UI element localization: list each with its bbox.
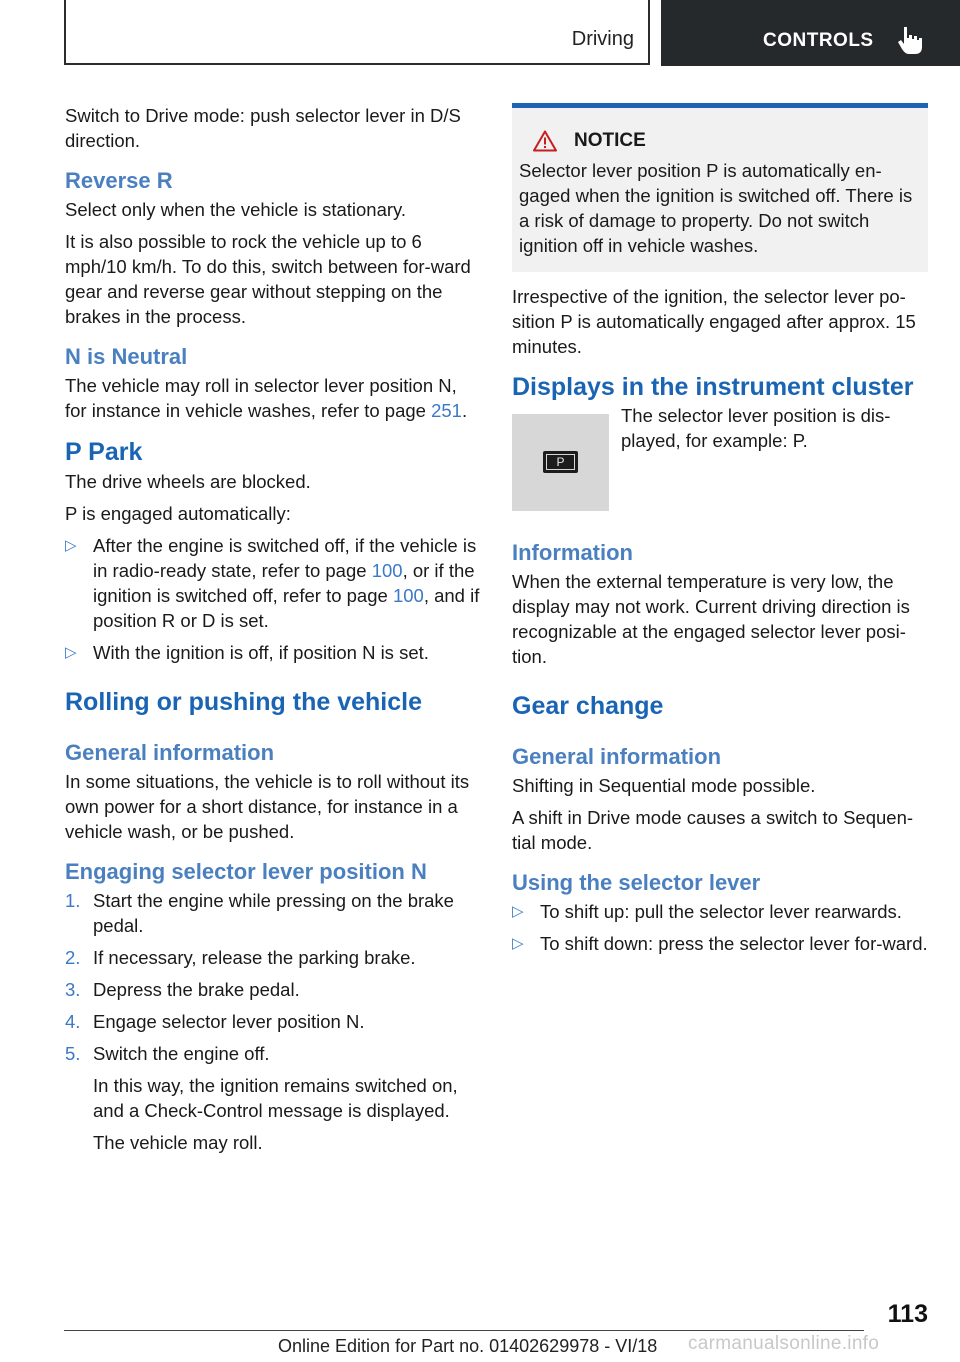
step5-extra-1: In this way, the ignition remains switched on, and a Check-Control message is displayed. [93, 1075, 458, 1121]
gear-bullet-1: To shift up: pull the selector lever rearwards. [540, 901, 902, 922]
bullet-triangle-icon: ▷ [512, 903, 524, 920]
step-text: If necessary, release the parking brake. [93, 947, 416, 968]
right-column [512, 103, 928, 956]
header-chapter-label: CONTROLS [763, 30, 874, 51]
bullet-triangle-icon: ▷ [512, 935, 524, 952]
list-item [65, 533, 480, 633]
notice-box [512, 103, 928, 272]
heading-gear-general: General information [512, 744, 722, 769]
header-bottom-rule [64, 63, 650, 65]
park-bullet-2: With the ignition is off, if position N is set. [93, 642, 429, 663]
notice-label: NOTICE [574, 130, 646, 151]
heading-neutral: N is Neutral [65, 344, 188, 369]
selector-display-image [512, 414, 609, 511]
page-link-100[interactable]: 100 [371, 560, 403, 581]
hand-pointer-icon [897, 25, 923, 55]
footer-rule [64, 1330, 864, 1331]
list-item [65, 945, 480, 970]
warning-triangle-icon [533, 130, 557, 152]
neutral-text-end: . [461, 400, 468, 421]
neutral-text: The vehicle may roll in selector lever position N, for instance in vehicle washes, refer to page [65, 375, 457, 421]
bullet-triangle-icon: ▷ [65, 644, 77, 661]
rolling-general-text: In some situations, the vehicle is to roll without its own power for a short distance, for instance in a vehicle wash, or be pushed. [65, 771, 470, 842]
display-example [512, 405, 928, 511]
gear-p2: A shift in Drive mode causes a switch to Sequen-tial mode. [512, 807, 914, 853]
step5-extra-2: The vehicle may roll. [93, 1132, 263, 1153]
gear-p1: Shifting in Sequential mode possible. [512, 775, 816, 796]
heading-rolling-general: General information [65, 740, 275, 765]
step-number: 3. [65, 979, 81, 1000]
page-number: 113 [887, 1300, 928, 1328]
footer-edition: Online Edition for Part no. 01402629978 - VI/18 [278, 1336, 658, 1356]
heading-using-selector: Using the selector lever [512, 870, 761, 895]
bullet-triangle-icon: ▷ [65, 537, 77, 554]
left-column [65, 100, 480, 1155]
park-p2: P is engaged automatically: [65, 503, 291, 524]
heading-rolling: Rolling or pushing the vehicle [65, 688, 422, 716]
list-item [512, 931, 928, 956]
park-indicator-icon: P [543, 451, 578, 473]
reverse-p2: It is also possible to rock the vehicle up to 6 mph/10 km/h. To do this, switch between for-ward gear and reverse gear without stepping on the brakes in the process. [65, 231, 471, 327]
list-item [512, 899, 928, 924]
step-number: 1. [65, 890, 81, 911]
park-p1: The drive wheels are blocked. [65, 471, 311, 492]
intro-paragraph: Switch to Drive mode: push selector lever in D/S direction. [65, 105, 461, 151]
park-bullet-1: After the engine is switched off, if the vehicle is in radio-ready state, refer to page 100, or if the ignition is switched off, refer to page 100, and if position R or D is set. [93, 535, 480, 631]
step-text: Depress the brake pedal. [93, 979, 300, 1000]
watermark: carmanualsonline.info [688, 1333, 880, 1354]
step-text: Engage selector lever position N. [93, 1011, 365, 1032]
heading-displays: Displays in the instrument cluster [512, 373, 914, 401]
gear-bullet-2: To shift down: press the selector lever for-ward. [540, 933, 928, 954]
list-item [65, 640, 480, 665]
heading-engaging-n: Engaging selector lever position N [65, 859, 427, 884]
neutral-p1 [65, 373, 480, 423]
notice-heading [519, 130, 922, 152]
page-link-251[interactable]: 251 [431, 400, 462, 421]
step-number: 4. [65, 1011, 81, 1032]
header-left-rule [64, 0, 66, 64]
notice-text: Selector lever position P is automatically en-gaged when the ignition is switched off. There is a risk of damage to property. Do not switch ignition off in vehicle washes. [519, 160, 913, 256]
list-item [65, 1041, 480, 1066]
step-text: Switch the engine off. [93, 1043, 270, 1064]
step-number: 2. [65, 947, 81, 968]
heading-gear-change: Gear change [512, 692, 664, 720]
page-link-100-b[interactable]: 100 [392, 585, 424, 606]
heading-information: Information [512, 540, 633, 565]
list-item [65, 1009, 480, 1034]
header-right-rule [648, 0, 650, 64]
step-number: 5. [65, 1043, 81, 1064]
displays-text: The selector lever position is dis-played, for example: P. [621, 405, 891, 451]
header-section-title: Driving [571, 28, 634, 50]
header-chapter-tab[interactable] [661, 0, 960, 66]
heading-reverse: Reverse R [65, 168, 173, 193]
after-notice-paragraph: Irrespective of the ignition, the selector lever po-sition P is automatically engaged after approx. 15 minutes. [512, 286, 916, 357]
heading-park: P Park [65, 438, 143, 466]
information-text: When the external temperature is very low, the display may not work. Current driving direction is recognizable at the engaged selector lever posi-tion. [512, 571, 910, 667]
list-item [65, 977, 480, 1002]
reverse-p1: Select only when the vehicle is stationary. [65, 199, 407, 220]
step-text: Start the engine while pressing on the brake pedal. [93, 890, 454, 936]
list-item [65, 888, 480, 938]
